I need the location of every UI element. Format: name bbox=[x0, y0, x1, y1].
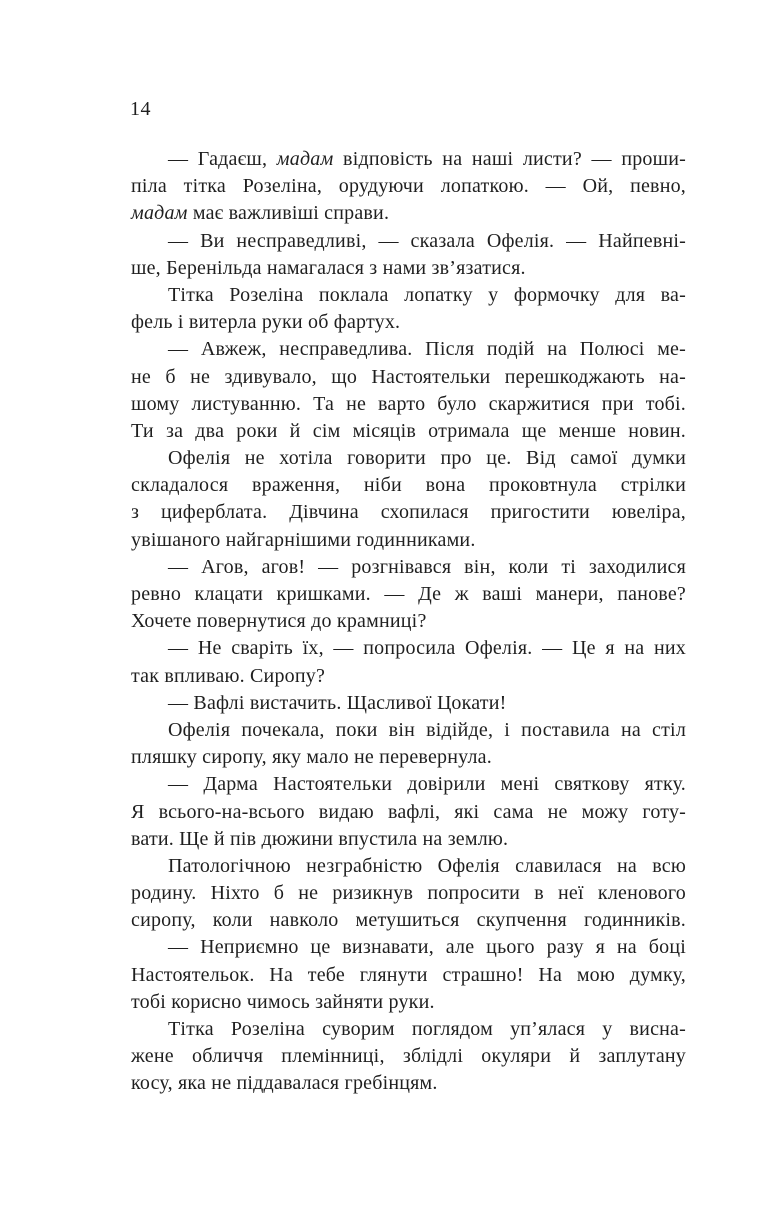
text-run: Патологічною незграбністю Офелія славилася на всю bbox=[168, 854, 686, 877]
text-run: — Неприємно це визнавати, але цього разу я на боці bbox=[168, 936, 686, 959]
text-run: має важливіші справи. bbox=[187, 202, 390, 225]
text-line bbox=[131, 690, 686, 717]
text-line bbox=[131, 255, 686, 282]
text-run: Ти за два роки й сім місяців отримала ще менше новин. bbox=[131, 419, 686, 442]
text-run: — Дарма Настоятельки довірили мені святкову ятку. bbox=[168, 773, 686, 796]
text-line bbox=[131, 962, 686, 989]
text-run: Хочете повернутися до крамниці? bbox=[131, 610, 427, 633]
text-run: не б не здивувало, що Настоятельки перешкоджають на- bbox=[131, 365, 686, 388]
text-line bbox=[131, 771, 686, 798]
text-run: косу, яка не піддавалася гребінцям. bbox=[131, 1072, 438, 1095]
text-run: Тітка Розеліна суворим поглядом уп’ялася у висна- bbox=[168, 1018, 686, 1040]
page-number: 14 bbox=[130, 98, 151, 120]
text-run: складалося враження, ніби вона проковтнула стрілки bbox=[131, 474, 686, 497]
text-line bbox=[131, 472, 686, 499]
text-line bbox=[131, 608, 686, 635]
text-line bbox=[131, 336, 686, 363]
text-run: — Авжеж, несправедлива. Після подій на Полюсі ме- bbox=[168, 338, 686, 361]
text-run: Офелія не хотіла говорити про це. Від самої думки bbox=[168, 447, 686, 470]
text-run: сиропу, коли навколо метушиться скупчення годинників. bbox=[131, 909, 686, 932]
text-run: шому листуванню. Та не варто було скаржитися при тобі. bbox=[131, 392, 686, 415]
text-run: — Вафлі вистачить. Щасливої Цокати! bbox=[168, 691, 507, 714]
text-line bbox=[131, 364, 686, 391]
text-run: піла тітка Розеліна, орудуючи лопаткою. — Ой, певно, bbox=[131, 175, 686, 198]
italic-text-run: мадам bbox=[276, 148, 334, 170]
text-run: жене обличчя племінниці, зблідлі окуляри й заплутану bbox=[131, 1045, 686, 1068]
text-line bbox=[131, 989, 686, 1016]
text-line bbox=[131, 282, 686, 309]
text-line bbox=[131, 418, 686, 445]
text-run: тобі корисно чимось зайняти руки. bbox=[131, 990, 435, 1013]
text-run: Я всього-на-всього видаю вафлі, які сама не можу готу- bbox=[131, 800, 686, 823]
text-line bbox=[131, 146, 686, 173]
text-line bbox=[131, 499, 686, 526]
text-line bbox=[131, 581, 686, 608]
text-run: — Гадаєш, bbox=[168, 148, 277, 170]
text-line bbox=[131, 826, 686, 853]
text-run: пляшку сиропу, яку мало не перевернула. bbox=[131, 746, 492, 769]
text-run: — Агов, агов! — розгнівався він, коли ті заходилися bbox=[168, 555, 686, 578]
text-line bbox=[131, 554, 686, 581]
text-line bbox=[131, 717, 686, 744]
text-line bbox=[131, 853, 686, 880]
text-run: — Не сваріть їх, — попросила Офелія. — Це я на них bbox=[168, 637, 686, 660]
text-run: відповість на наші листи? — проши- bbox=[333, 148, 686, 170]
text-line bbox=[131, 799, 686, 826]
text-line bbox=[131, 1043, 686, 1070]
text-line bbox=[131, 744, 686, 771]
text-line bbox=[131, 445, 686, 472]
text-line bbox=[131, 663, 686, 690]
text-line bbox=[131, 527, 686, 554]
text-run: фель і витерла руки об фартух. bbox=[131, 311, 401, 334]
text-line bbox=[131, 635, 686, 662]
text-run: Офелія почекала, поки він відійде, і поставила на стіл bbox=[168, 718, 686, 741]
text-run: Тітка Розеліна поклала лопатку у формочку для ва- bbox=[168, 283, 686, 306]
text-run: родину. Ніхто б не ризикнув попросити в неї кленового bbox=[131, 882, 686, 905]
text-run: вати. Ще й пів дюжини впустила на землю. bbox=[131, 827, 509, 850]
text-line bbox=[131, 1070, 686, 1097]
text-line bbox=[131, 228, 686, 255]
text-run: увішаного найгарнішими годинниками. bbox=[131, 528, 476, 551]
text-run: з циферблата. Дівчина схопилася пригостити ювеліра, bbox=[131, 501, 686, 524]
text-run: — Ви несправедливі, — сказала Офелія. — Найпевні- bbox=[168, 229, 686, 252]
text-line bbox=[131, 1016, 686, 1043]
text-line bbox=[131, 173, 686, 200]
text-run: ше, Беренільда намагалася з нами зв’язатися. bbox=[131, 256, 526, 279]
italic-text-run: мадам bbox=[131, 202, 188, 225]
text-line bbox=[131, 907, 686, 934]
text-run: ревно клацати кришками. — Де ж ваші манери, панове? bbox=[131, 583, 686, 605]
page-text bbox=[131, 146, 686, 1098]
text-run: так впливаю. Сиропу? bbox=[131, 664, 326, 687]
text-line bbox=[131, 391, 686, 418]
text-line bbox=[131, 309, 686, 336]
text-line bbox=[131, 880, 686, 907]
text-line bbox=[131, 200, 686, 227]
text-line bbox=[131, 934, 686, 961]
text-run: Настоятельок. На тебе глянути страшно! На мою думку, bbox=[131, 963, 686, 986]
